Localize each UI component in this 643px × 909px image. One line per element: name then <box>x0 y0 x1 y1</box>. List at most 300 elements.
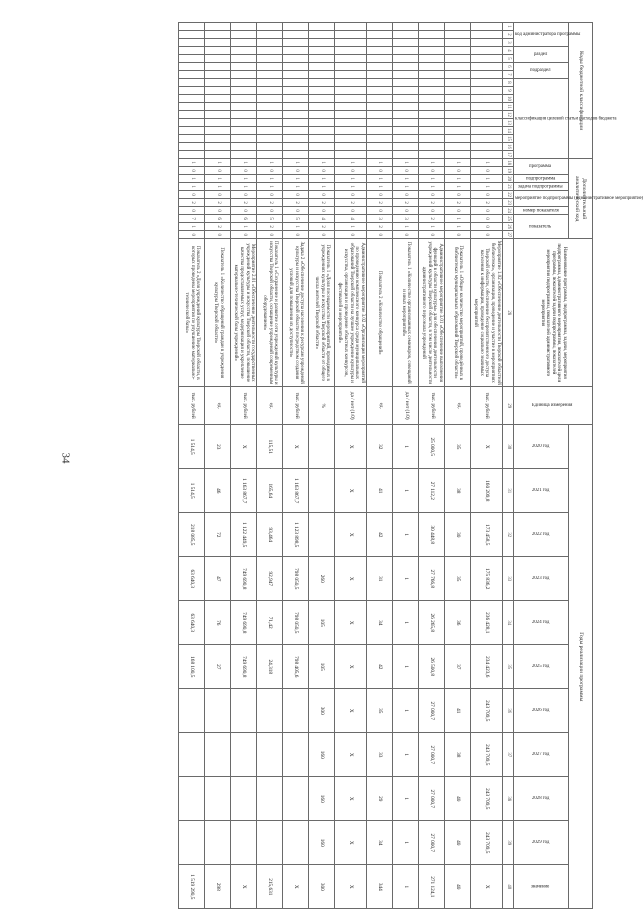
year-value-cell: 749 690,8 <box>231 557 257 601</box>
year-value-cell: 1 514,5 <box>179 425 205 469</box>
program-code-cell: 1 <box>393 183 419 191</box>
year-value-cell: 160 <box>309 777 335 821</box>
year-value-cell <box>309 469 335 513</box>
year-header: 2027 год <box>513 733 568 777</box>
table-row <box>335 23 367 909</box>
program-code-cell: 1 <box>367 175 393 183</box>
year-value-cell: Х <box>283 425 309 469</box>
column-index-cell: 12 <box>502 111 513 119</box>
budget-code-cell <box>179 63 205 71</box>
year-value-cell: 92,947 <box>257 557 283 601</box>
unit-header: Единица измерения <box>513 387 592 425</box>
program-code-cell: 2 <box>283 199 309 207</box>
year-header: 2021 год <box>513 469 568 513</box>
program-code-cell: 2 <box>309 199 335 207</box>
budget-code-cell <box>231 63 257 71</box>
budget-code-cell <box>309 23 335 31</box>
program-code-cell: 0 <box>205 231 231 239</box>
budget-code-cell <box>471 119 503 127</box>
budget-code-cell <box>419 111 445 119</box>
year-value-cell: 41 <box>445 689 471 733</box>
budget-code-cell <box>471 39 503 47</box>
year-value-cell: Х <box>335 557 367 601</box>
year-value-cell: Х <box>335 645 367 689</box>
year-header: 2028 год <box>513 777 568 821</box>
year-value-cell: 32 <box>367 425 393 469</box>
year-value-cell <box>179 821 205 865</box>
column-index-cell: 10 <box>502 95 513 103</box>
program-header: программа <box>513 159 568 175</box>
name-header: Наименование программы, подпрограммы, задачи, мероприятия подпрограммы, административного мероприятия, показателей цели программы, показателей задачи подпрограммы, показателей мероприятия подпрограммы, показателей административного мероприятия <box>513 239 592 387</box>
budget-code-cell <box>205 31 231 39</box>
year-value-cell: 1 122 449,5 <box>231 513 257 557</box>
year-value-cell: 36 <box>445 601 471 645</box>
budget-code-cell <box>335 31 367 39</box>
budget-code-cell <box>309 143 335 151</box>
unit-cell: тыс. рублей <box>283 387 309 425</box>
budget-code-cell <box>205 119 231 127</box>
year-value-cell: 23 <box>205 425 231 469</box>
budget-code-cell <box>283 127 309 135</box>
program-code-cell: 2 <box>367 199 393 207</box>
final-value-cell: Х <box>335 865 367 909</box>
program-code-cell: 1 <box>283 223 309 231</box>
budget-code-cell <box>367 55 393 63</box>
budget-code-cell <box>283 95 309 103</box>
year-value-cell <box>283 821 309 865</box>
column-index-cell: 29 <box>502 387 513 425</box>
budget-code-cell <box>179 23 205 31</box>
budget-code-cell <box>471 95 503 103</box>
program-code-cell: 1 <box>419 159 445 167</box>
year-header: 2025 год <box>513 645 568 689</box>
column-index-cell: 19 <box>502 167 513 175</box>
budget-code-cell <box>367 63 393 71</box>
program-code-cell: 1 <box>231 183 257 191</box>
program-code-cell: 5 <box>283 215 309 223</box>
budget-code-cell <box>205 127 231 135</box>
final-value-cell: Х <box>471 865 503 909</box>
budget-code-cell <box>367 119 393 127</box>
budget-code-cell <box>309 151 335 159</box>
program-code-cell: 0 <box>393 207 419 215</box>
year-value-cell: 160 <box>309 733 335 777</box>
program-code-cell: 1 <box>205 183 231 191</box>
program-code-cell: 0 <box>309 207 335 215</box>
year-value-cell: 40 <box>445 821 471 865</box>
year-value-cell: 1 514,5 <box>179 469 205 513</box>
column-index-cell: 15 <box>502 135 513 143</box>
task-header: задача подпрограммы <box>513 183 568 191</box>
program-code-cell: 0 <box>471 223 503 231</box>
program-code-cell: 1 <box>471 175 503 183</box>
year-value-cell: 26 500,8 <box>419 645 445 689</box>
budget-code-cell <box>445 39 471 47</box>
row-name-cell: Показатель 1 «Сохранение и развитие сети учреждений культуры и искусства Тверской области, оснащение учреждений современным оборудованием» <box>257 239 283 387</box>
budget-code-cell <box>231 31 257 39</box>
section-header: раздел <box>513 47 568 63</box>
budget-code-cell <box>257 55 283 63</box>
column-index-cell: 11 <box>502 103 513 111</box>
budget-code-cell <box>445 95 471 103</box>
program-code-cell: 6 <box>231 215 257 223</box>
column-index-cell: 20 <box>502 175 513 183</box>
table-row <box>179 23 205 909</box>
column-index-cell: 4 <box>502 47 513 55</box>
budget-code-cell <box>367 135 393 143</box>
year-value-cell <box>179 777 205 821</box>
budget-code-cell <box>257 87 283 95</box>
column-index-cell: 39 <box>502 821 513 865</box>
budget-code-cell <box>393 23 419 31</box>
budget-code-cell <box>179 87 205 95</box>
budget-code-cell <box>257 143 283 151</box>
unit-cell: ед. <box>367 387 393 425</box>
budget-code-cell <box>445 71 471 79</box>
column-index-cell: 32 <box>502 513 513 557</box>
program-code-cell: 0 <box>445 231 471 239</box>
budget-code-cell <box>393 135 419 143</box>
year-value-cell: 27 000,7 <box>419 821 445 865</box>
year-value-cell <box>283 689 309 733</box>
program-code-cell: 0 <box>367 207 393 215</box>
year-value-cell: 1 <box>393 777 419 821</box>
program-code-cell: 1 <box>335 183 367 191</box>
program-code-cell: 0 <box>445 191 471 199</box>
row-name-cell: Показатель 1 «Общее количество мероприятий, проведённых в библиотеках муниципальных образований Тверской области» <box>445 239 471 387</box>
program-code-cell: 0 <box>335 191 367 199</box>
unit-cell: ед. <box>445 387 471 425</box>
budget-code-cell <box>393 143 419 151</box>
program-code-cell: 0 <box>257 191 283 199</box>
budget-code-cell <box>309 47 335 55</box>
year-value-cell <box>257 733 283 777</box>
year-value-cell: 42 <box>367 513 393 557</box>
unit-cell: ед. <box>205 387 231 425</box>
budget-code-cell <box>257 71 283 79</box>
budget-code-cell <box>309 31 335 39</box>
program-code-cell: 1 <box>445 159 471 167</box>
program-code-cell: 0 <box>257 207 283 215</box>
year-value-cell: Х <box>335 601 367 645</box>
budget-code-cell <box>419 47 445 55</box>
year-value-cell: 1 <box>393 425 419 469</box>
year-value-cell <box>205 777 231 821</box>
budget-code-cell <box>335 39 367 47</box>
budget-code-cell <box>419 103 445 111</box>
budget-code-cell <box>367 143 393 151</box>
program-code-cell: 4 <box>335 215 367 223</box>
budget-code-cell <box>283 87 309 95</box>
year-value-cell <box>205 689 231 733</box>
year-value-cell: Х <box>335 689 367 733</box>
budget-code-cell <box>445 55 471 63</box>
budget-code-cell <box>393 47 419 55</box>
budget-code-cell <box>309 135 335 143</box>
budget-code-cell <box>445 143 471 151</box>
budget-code-cell <box>283 119 309 127</box>
column-index-cell: 40 <box>502 865 513 909</box>
budget-code-cell <box>309 127 335 135</box>
program-code-cell: 3 <box>393 215 419 223</box>
budget-code-cell <box>471 103 503 111</box>
year-value-cell: 46 <box>205 469 231 513</box>
program-code-cell: 1 <box>309 175 335 183</box>
final-value-cell: Х <box>231 865 257 909</box>
year-value-cell: 27 112,2 <box>419 469 445 513</box>
year-value-cell: 1 163 867,7 <box>283 469 309 513</box>
budget-code-cell <box>419 135 445 143</box>
column-index-cell: 22 <box>502 191 513 199</box>
year-value-cell <box>231 733 257 777</box>
budget-code-cell <box>471 71 503 79</box>
budget-code-cell <box>257 151 283 159</box>
budget-code-cell <box>445 127 471 135</box>
year-value-cell <box>283 777 309 821</box>
program-code-cell: 1 <box>419 175 445 183</box>
budget-code-cell <box>231 119 257 127</box>
year-value-cell: 1 163 867,7 <box>231 469 257 513</box>
program-code-cell: 0 <box>445 167 471 175</box>
program-code-cell: 1 <box>445 215 471 223</box>
year-header: 2023 год <box>513 557 568 601</box>
program-code-cell: 0 <box>283 167 309 175</box>
program-code-cell: 2 <box>309 223 335 231</box>
year-value-cell: 175 836,2 <box>471 557 503 601</box>
year-value-cell: 1 <box>393 689 419 733</box>
budget-code-cell <box>367 31 393 39</box>
year-value-cell: 749 690,8 <box>231 645 257 689</box>
program-code-cell: 1 <box>445 175 471 183</box>
year-value-cell: Х <box>335 777 367 821</box>
budget-code-cell <box>445 31 471 39</box>
year-value-cell <box>257 689 283 733</box>
program-code-cell: 1 <box>205 175 231 183</box>
budget-code-cell <box>179 55 205 63</box>
budget-code-cell <box>231 127 257 135</box>
budget-code-cell <box>445 103 471 111</box>
budget-code-cell <box>367 71 393 79</box>
budget-code-cell <box>471 31 503 39</box>
budget-code-cell <box>205 55 231 63</box>
budget-code-cell <box>205 103 231 111</box>
program-code-cell: 0 <box>471 167 503 175</box>
year-header: 2020 год <box>513 425 568 469</box>
program-code-cell: 1 <box>471 183 503 191</box>
program-code-cell: 2 <box>179 199 205 207</box>
budget-code-cell <box>393 55 419 63</box>
year-value-cell: 1 <box>393 513 419 557</box>
budget-code-cell <box>309 71 335 79</box>
year-value-cell: Х <box>335 733 367 777</box>
program-code-cell: 0 <box>471 191 503 199</box>
program-code-cell: 0 <box>231 191 257 199</box>
unit-cell: тыс. рублей <box>179 387 205 425</box>
program-code-cell: 0 <box>283 207 309 215</box>
budget-code-cell <box>335 111 367 119</box>
unit-cell: тыс. рублей <box>231 387 257 425</box>
budget-code-cell <box>393 39 419 47</box>
budget-code-cell <box>283 71 309 79</box>
year-value-cell <box>283 733 309 777</box>
budget-code-cell <box>283 23 309 31</box>
program-code-cell: 1 <box>283 183 309 191</box>
program-code-cell: 2 <box>471 199 503 207</box>
budget-code-cell <box>257 63 283 71</box>
program-code-cell: 1 <box>335 223 367 231</box>
year-value-cell: 1 <box>393 733 419 777</box>
year-value-cell: 1 123 898,5 <box>283 513 309 557</box>
year-value-cell: Х <box>231 425 257 469</box>
unit-cell: тыс. рублей <box>471 387 503 425</box>
program-code-cell: 2 <box>205 199 231 207</box>
budget-code-cell <box>445 79 471 87</box>
program-code-cell: 0 <box>471 207 503 215</box>
budget-code-cell <box>367 151 393 159</box>
program-code-cell: 0 <box>309 191 335 199</box>
column-index-cell: 18 <box>502 159 513 167</box>
table-row <box>393 23 419 909</box>
column-index-cell: 14 <box>502 127 513 135</box>
year-value-cell: 798 405,6 <box>283 645 309 689</box>
budget-code-cell <box>471 55 503 63</box>
year-value-cell: 1 <box>393 645 419 689</box>
budget-code-cell <box>283 151 309 159</box>
row-name-cell: Административное мероприятие 3.01 «Обеспечение выполнения функций в области культуры» для обеспечения деятельности учреждений культуры Тверской области, в том числе деятельности административного персонала учреждений <box>419 239 445 387</box>
program-code-cell: 0 <box>419 231 445 239</box>
final-value-header: значение <box>513 865 568 909</box>
row-name-cell: Показатель 1 «Доля посещаемости мероприятий, проводимых в учреждениях культуры и искусства Тверской области от общего числа жителей Тверской области» <box>309 239 335 387</box>
budget-code-cell <box>205 151 231 159</box>
budget-code-cell <box>419 119 445 127</box>
column-index-cell: 35 <box>502 645 513 689</box>
budget-classification-header: Коды бюджетной классификации <box>568 23 592 159</box>
table-row <box>471 23 503 909</box>
year-value-cell: 30 <box>445 513 471 557</box>
budget-code-cell <box>283 63 309 71</box>
row-name-cell: Мероприятие 2.01 «Обеспечение деятельности государственных учреждений культуры и искусства Тверской области, повышение качества предоставляемых услуг, модернизация и укрепление материально-технической базы учреждений» <box>231 239 257 387</box>
budget-code-cell <box>393 63 419 71</box>
budget-code-cell <box>419 87 445 95</box>
program-code-cell: 1 <box>309 183 335 191</box>
budget-code-cell <box>419 23 445 31</box>
budget-code-cell <box>179 151 205 159</box>
program-code-cell: 1 <box>309 159 335 167</box>
year-value-cell: 798 050,5 <box>283 557 309 601</box>
year-header: 2026 год <box>513 689 568 733</box>
table-row <box>205 23 231 909</box>
budget-code-cell <box>419 95 445 103</box>
year-value-cell: 27 000,7 <box>419 777 445 821</box>
budget-code-cell <box>257 47 283 55</box>
year-value-cell: 30 448,8 <box>419 513 445 557</box>
budget-code-cell <box>179 31 205 39</box>
budget-code-cell <box>445 47 471 55</box>
column-index-cell: 1 <box>502 23 513 31</box>
year-header: 2022 год <box>513 513 568 557</box>
budget-code-cell <box>393 151 419 159</box>
budget-code-cell <box>393 31 419 39</box>
year-value-cell: 63 640,3 <box>179 601 205 645</box>
budget-code-cell <box>231 143 257 151</box>
page-number: 34 <box>59 452 72 464</box>
program-code-cell: 1 <box>393 175 419 183</box>
table-row <box>257 23 283 909</box>
year-value-cell: Х <box>335 821 367 865</box>
year-value-cell: 27 000,7 <box>419 689 445 733</box>
budget-code-cell <box>419 39 445 47</box>
budget-code-cell <box>367 103 393 111</box>
budget-code-cell <box>283 39 309 47</box>
program-code-cell: 0 <box>367 191 393 199</box>
program-code-cell: 2 <box>419 199 445 207</box>
year-value-cell: 27 000,7 <box>419 733 445 777</box>
budget-code-cell <box>393 111 419 119</box>
year-value-cell: 33 <box>367 733 393 777</box>
program-code-cell: 1 <box>393 159 419 167</box>
program-code-cell: 1 <box>257 175 283 183</box>
year-value-cell: 27 <box>205 645 231 689</box>
program-code-cell: 1 <box>367 183 393 191</box>
program-code-cell: 0 <box>335 207 367 215</box>
year-value-cell <box>205 821 231 865</box>
year-header: 2024 год <box>513 601 568 645</box>
program-code-cell: 0 <box>419 207 445 215</box>
budget-code-cell <box>283 135 309 143</box>
program-code-cell: 1 <box>445 223 471 231</box>
budget-code-cell <box>419 127 445 135</box>
year-value-cell: 35 <box>445 557 471 601</box>
program-table <box>178 22 643 909</box>
year-value-cell: 243 709,5 <box>471 821 503 865</box>
column-index-cell: 34 <box>502 601 513 645</box>
budget-code-cell <box>367 47 393 55</box>
program-code-cell: 2 <box>445 199 471 207</box>
year-value-cell: 243 709,5 <box>471 733 503 777</box>
budget-code-cell <box>231 79 257 87</box>
budget-code-cell <box>367 111 393 119</box>
column-index-cell: 28 <box>502 239 513 387</box>
budget-code-cell <box>231 95 257 103</box>
program-code-cell: 0 <box>257 167 283 175</box>
program-code-cell: 1 <box>393 223 419 231</box>
program-code-cell: 1 <box>257 159 283 167</box>
program-code-cell: 0 <box>393 231 419 239</box>
budget-code-cell <box>393 119 419 127</box>
final-value-cell: 298 <box>205 865 231 909</box>
year-value-cell: 31 <box>367 557 393 601</box>
year-value-cell: 115,51 <box>257 425 283 469</box>
budget-code-cell <box>335 79 367 87</box>
program-code-cell: 3 <box>367 215 393 223</box>
budget-code-cell <box>257 31 283 39</box>
budget-code-cell <box>257 135 283 143</box>
year-value-cell <box>231 689 257 733</box>
budget-code-cell <box>335 135 367 143</box>
column-index-cell: 7 <box>502 71 513 79</box>
year-value-cell: 168 100,5 <box>179 645 205 689</box>
budget-code-cell <box>257 119 283 127</box>
program-code-cell: 1 <box>335 159 367 167</box>
budget-code-cell <box>335 127 367 135</box>
column-index-cell: 25 <box>502 215 513 223</box>
table-body <box>179 23 503 909</box>
year-value-cell: 26 265,8 <box>419 601 445 645</box>
program-code-cell: 0 <box>393 191 419 199</box>
unit-cell: % <box>309 387 335 425</box>
program-code-cell: 0 <box>283 191 309 199</box>
column-index-cell: 30 <box>502 425 513 469</box>
